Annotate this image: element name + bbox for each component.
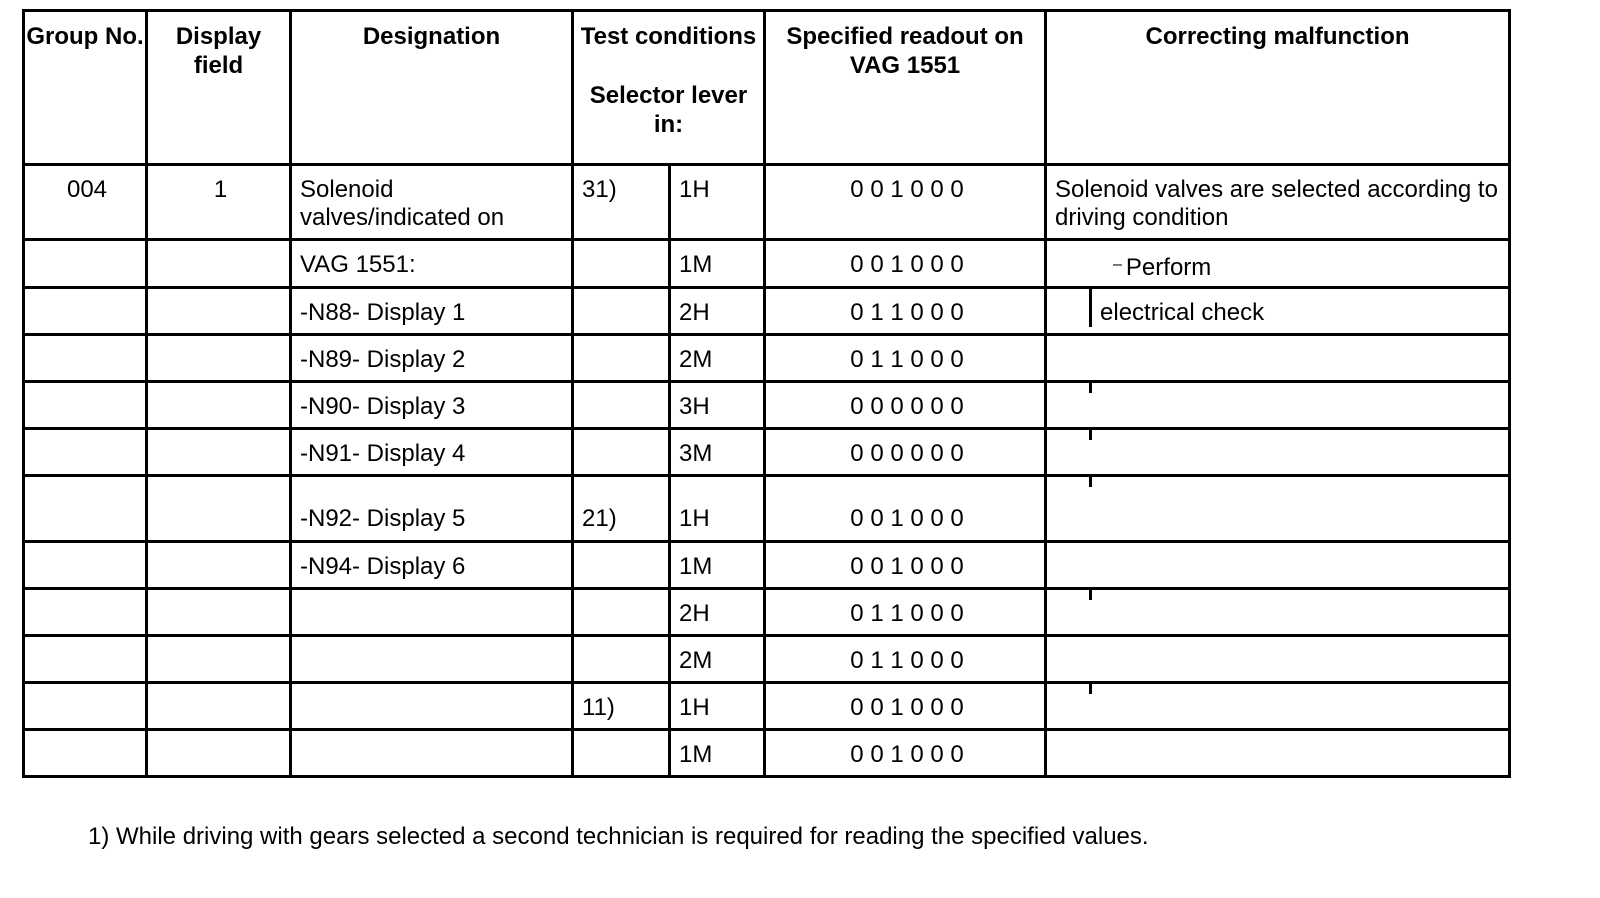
table-row	[24, 382, 1510, 429]
cond-cell: 31)	[573, 165, 670, 240]
readout-cell: 0 1 1 0 0 0	[765, 335, 1046, 382]
correcting-cell	[1046, 240, 1510, 288]
cond-cell	[573, 589, 670, 636]
group-cell	[24, 683, 147, 730]
field-cell	[147, 335, 291, 382]
readout-cell: 0 0 0 0 0 0	[765, 429, 1046, 476]
readout-cell: 0 0 1 0 0 0	[765, 683, 1046, 730]
table-row	[24, 240, 1510, 288]
lever-cell: 1M	[670, 730, 765, 777]
field-cell	[147, 683, 291, 730]
readout-cell: 0 0 1 0 0 0	[765, 476, 1046, 542]
designation-cell: -N94- Display 6	[291, 542, 573, 589]
cond-cell	[573, 730, 670, 777]
designation-cell	[291, 636, 573, 683]
designation-cell: -N91- Display 4	[291, 429, 573, 476]
table-row	[24, 476, 1510, 542]
designation-cell: -N89- Display 2	[291, 335, 573, 382]
designation-cell: -N88- Display 1	[291, 288, 573, 335]
lever-cell: 2H	[670, 589, 765, 636]
correcting-cell	[1046, 730, 1510, 777]
cond-cell	[573, 288, 670, 335]
group-cell	[24, 288, 147, 335]
header-row	[24, 11, 1510, 165]
field-cell: 1	[147, 165, 291, 240]
correcting-cell	[1046, 636, 1510, 683]
cond-cell	[573, 429, 670, 476]
table-row	[24, 542, 1510, 589]
specification-table	[22, 9, 1511, 778]
header-specified-readout: Specified readout on VAG 1551	[765, 11, 1046, 165]
group-cell	[24, 636, 147, 683]
readout-cell: 0 0 0 0 0 0	[765, 382, 1046, 429]
field-cell	[147, 542, 291, 589]
field-cell	[147, 382, 291, 429]
field-cell	[147, 589, 291, 636]
table-row	[24, 636, 1510, 683]
lever-cell: 2H	[670, 288, 765, 335]
cond-cell: 11)	[573, 683, 670, 730]
header-test-conditions-label: Test conditions	[580, 23, 757, 50]
designation-cell: VAG 1551:	[291, 240, 573, 288]
correcting-cell	[1046, 288, 1510, 335]
group-cell: 004	[24, 165, 147, 240]
header-display-field: Display field	[147, 11, 291, 165]
cond-cell	[573, 382, 670, 429]
table-row	[24, 165, 1510, 240]
lever-cell: 1M	[670, 542, 765, 589]
correcting-text: Perform	[1125, 254, 1212, 281]
cond-cell	[573, 335, 670, 382]
header-selector-lever: Selector lever in:	[589, 82, 748, 138]
table-row	[24, 730, 1510, 777]
readout-cell: 0 0 1 0 0 0	[765, 730, 1046, 777]
correcting-cell	[1046, 542, 1510, 589]
header-correcting-malfunction: Correcting malfunction	[1046, 11, 1510, 165]
lever-cell: 2M	[670, 636, 765, 683]
lever-cell: 3H	[670, 382, 765, 429]
correcting-cell	[1046, 683, 1510, 730]
field-cell	[147, 240, 291, 288]
group-cell	[24, 476, 147, 542]
field-cell	[147, 636, 291, 683]
table-row	[24, 589, 1510, 636]
readout-cell: 0 1 1 0 0 0	[765, 636, 1046, 683]
cond-cell: 21)	[573, 476, 670, 542]
field-cell	[147, 429, 291, 476]
designation-cell	[291, 589, 573, 636]
header-test-conditions	[573, 11, 765, 165]
header-designation: Designation	[291, 11, 573, 165]
table-row	[24, 429, 1510, 476]
designation-cell: -N90- Display 3	[291, 382, 573, 429]
cond-cell	[573, 542, 670, 589]
footnote: 1) While driving with gears selected a second technician is required for reading the specified values.	[88, 823, 1149, 850]
designation-cell: Solenoid valves/indicated on	[291, 165, 573, 240]
cond-cell	[573, 240, 670, 288]
group-cell	[24, 542, 147, 589]
group-cell	[24, 589, 147, 636]
table-row	[24, 683, 1510, 730]
readout-cell: 0 0 1 0 0 0	[765, 165, 1046, 240]
correcting-cell	[1046, 589, 1510, 636]
group-cell	[24, 730, 147, 777]
readout-cell: 0 0 1 0 0 0	[765, 542, 1046, 589]
group-cell	[24, 240, 147, 288]
header-group-no: Group No.	[24, 11, 147, 165]
table-row	[24, 288, 1510, 335]
cond-cell	[573, 636, 670, 683]
correcting-cell	[1046, 476, 1510, 542]
lever-cell: 1H	[670, 683, 765, 730]
correcting-cell	[1046, 429, 1510, 476]
designation-cell	[291, 683, 573, 730]
designation-cell: -N92- Display 5	[291, 476, 573, 542]
correcting-cell	[1046, 335, 1510, 382]
correcting-text: electrical check	[1100, 299, 1265, 326]
readout-cell: 0 0 1 0 0 0	[765, 240, 1046, 288]
readout-cell: 0 1 1 0 0 0	[765, 288, 1046, 335]
group-cell	[24, 335, 147, 382]
lever-cell: 2M	[670, 335, 765, 382]
lever-cell: 1M	[670, 240, 765, 288]
field-cell	[147, 476, 291, 542]
lever-cell: 1H	[670, 476, 765, 542]
dash-icon: –	[1113, 256, 1122, 273]
readout-cell: 0 1 1 0 0 0	[765, 589, 1046, 636]
group-cell	[24, 382, 147, 429]
lever-cell: 1H	[670, 165, 765, 240]
lever-cell: 3M	[670, 429, 765, 476]
group-cell	[24, 429, 147, 476]
designation-cell	[291, 730, 573, 777]
table-row	[24, 335, 1510, 382]
field-cell	[147, 288, 291, 335]
correcting-cell	[1046, 382, 1510, 429]
field-cell	[147, 730, 291, 777]
correcting-cell: Solenoid valves are selected according to driving condition	[1046, 165, 1510, 240]
